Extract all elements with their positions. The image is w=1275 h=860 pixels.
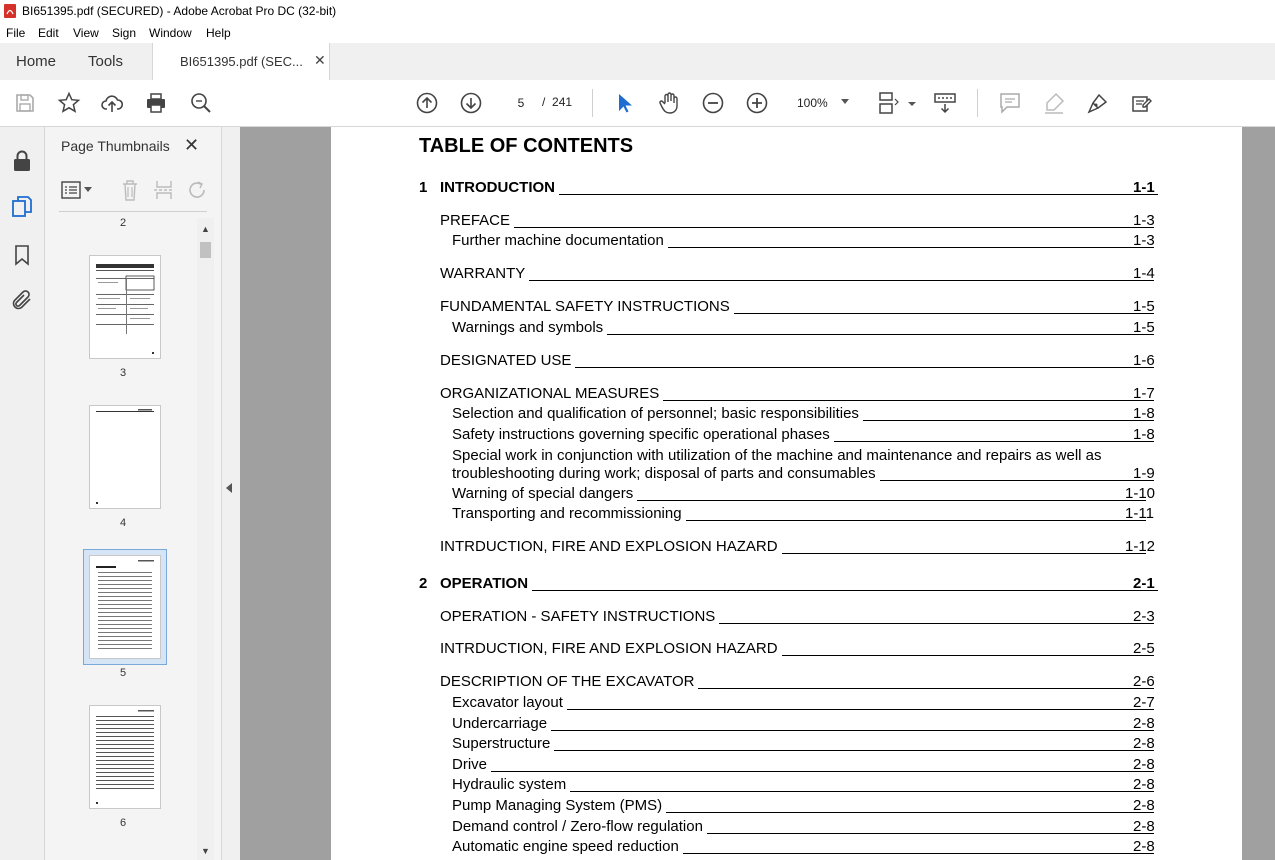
scroll-down-icon[interactable]: ▼ [201, 846, 210, 856]
toc-entry-row[interactable] [452, 447, 1152, 465]
bookmark-icon[interactable] [10, 243, 34, 267]
toc-page-number: 2-8 [1133, 818, 1155, 835]
scroll-mode-icon[interactable] [933, 91, 957, 115]
page-fit-icon[interactable] [876, 91, 900, 115]
toc-section-label: OPERATION [440, 575, 532, 592]
extract-page-icon[interactable] [153, 179, 175, 201]
toc-page-number: 1-11 [1125, 505, 1154, 522]
toolbar-divider [977, 89, 978, 117]
menu-edit[interactable]: Edit [38, 26, 59, 40]
toc-entry-label: PREFACE [440, 212, 514, 229]
toc-entry-label: Selection and qualification of personnel; basic responsibilities [452, 405, 863, 422]
panel-collapse-handle[interactable] [221, 127, 240, 860]
fill-sign-icon[interactable] [1130, 91, 1154, 115]
toc-entry-label: INTRDUCTION, FIRE AND EXPLOSION HAZARD [440, 538, 782, 555]
delete-page-icon[interactable] [120, 179, 140, 201]
leader-line [440, 280, 1154, 281]
left-navigation-rail [0, 127, 45, 860]
page-number-input[interactable]: 5 [517, 96, 525, 110]
page-total: 241 [552, 95, 573, 109]
zoom-in-icon[interactable] [745, 91, 769, 115]
toc-page-number: 2-5 [1133, 640, 1155, 657]
toc-page-number: 1-3 [1133, 232, 1155, 249]
toc-page-number: 1-10 [1125, 485, 1156, 502]
thumbnail-toolbar [59, 177, 209, 205]
toolbar-divider [592, 89, 593, 117]
toc-entry-label: Drive [452, 756, 491, 773]
toc-entry-label: troubleshooting during work; disposal of parts and consumables [452, 465, 880, 482]
toc-entry-label: Undercarriage [452, 715, 551, 732]
toc-entry-label: Pump Managing System (PMS) [452, 797, 666, 814]
thumbnail-list [45, 215, 201, 860]
toc-entry-label: Superstructure [452, 735, 554, 752]
options-menu-icon[interactable] [61, 181, 81, 199]
toc-entry-label: INTRDUCTION, FIRE AND EXPLOSION HAZARD [440, 640, 782, 657]
toc-entry-row[interactable] [452, 694, 1154, 712]
close-panel-icon[interactable]: ✕ [184, 135, 200, 155]
thumbnail-page-label: 5 [119, 667, 127, 679]
scrollbar-thumb[interactable] [200, 242, 211, 258]
chevron-down-icon[interactable] [84, 187, 92, 193]
toc-title: TABLE OF CONTENTS [419, 135, 634, 157]
toc-page-number: 1-8 [1133, 426, 1155, 443]
toc-section-label: INTRODUCTION [440, 179, 559, 196]
thumbnail-page-label: 3 [119, 367, 127, 379]
zoom-level-value: 100% [797, 96, 828, 110]
toc-page-number: 2-8 [1133, 715, 1155, 732]
print-icon[interactable] [144, 91, 168, 115]
toc-entry-row[interactable] [440, 385, 1154, 403]
toc-entry-label: Automatic engine speed reduction [452, 838, 683, 855]
close-tab-icon[interactable]: ✕ [314, 52, 326, 68]
toc-entry-label: DESIGNATED USE [440, 352, 575, 369]
toc-page-number: 2-6 [1133, 673, 1155, 690]
star-icon[interactable] [57, 91, 81, 115]
toc-entry-label: Demand control / Zero-flow regulation [452, 818, 707, 835]
toolbar [0, 80, 1275, 127]
toc-entry-label: OPERATION - SAFETY INSTRUCTIONS [440, 608, 719, 625]
thumbnail-page-label: 6 [119, 817, 127, 829]
acrobat-pdf-icon [4, 4, 16, 18]
scroll-up-icon[interactable]: ▲ [201, 224, 210, 234]
toc-page-number: 2-8 [1133, 838, 1155, 855]
rotate-page-icon[interactable] [187, 179, 209, 201]
toc-entry-label: Safety instructions governing specific operational phases [452, 426, 834, 443]
panel-divider [59, 211, 207, 212]
upload-cloud-icon[interactable] [100, 91, 124, 115]
toc-page-number: 1-6 [1133, 352, 1155, 369]
toc-entry-row[interactable] [452, 735, 1154, 753]
leader-line [452, 730, 1154, 731]
next-page-icon[interactable] [459, 91, 483, 115]
toc-page-number: 2-1 [1133, 575, 1155, 592]
toc-entry-row[interactable] [452, 319, 1154, 337]
toc-entry-label: ORGANIZATIONAL MEASURES [440, 385, 663, 402]
toc-entry-row[interactable] [440, 673, 1154, 691]
sign-pen-icon[interactable] [1086, 91, 1110, 115]
section-number: 1 [419, 179, 428, 196]
toc-page-number: 1-7 [1133, 385, 1155, 402]
page-thumbnails-icon[interactable] [10, 195, 34, 219]
toc-entry-row[interactable] [440, 265, 1154, 283]
toc-entry-label: Excavator layout [452, 694, 567, 711]
highlight-pen-icon[interactable] [1042, 91, 1066, 115]
window-title: BI651395.pdf (SECURED) - Adobe Acrobat Pro DC (32-bit) [22, 4, 337, 18]
toc-page-number: 1-4 [1133, 265, 1155, 282]
toc-page-number: 2-8 [1133, 735, 1155, 752]
menu-bar [0, 22, 1275, 43]
thumbnail-page-label: 2 [119, 217, 127, 229]
toc-page-number: 2-7 [1133, 694, 1155, 711]
toc-entry-row[interactable] [452, 756, 1154, 774]
thumbnail-page-label: 4 [119, 517, 127, 529]
toc-entry-row[interactable] [452, 426, 1154, 444]
tab-document[interactable] [152, 43, 330, 80]
menu-file[interactable]: File [6, 26, 26, 40]
toc-entry-label: Transporting and recommissioning [452, 505, 686, 522]
toc-entry-label: FUNDAMENTAL SAFETY INSTRUCTIONS [440, 298, 734, 315]
menu-help[interactable]: Help [206, 26, 231, 40]
toc-page-number: 2-8 [1133, 756, 1155, 773]
toc-page-number: 1-12 [1125, 538, 1156, 555]
zoom-out-icon[interactable] [701, 91, 725, 115]
tab-home[interactable]: Home [16, 53, 57, 70]
chevron-down-icon [841, 99, 849, 104]
pdf-page [331, 127, 1242, 860]
toc-entry-row[interactable] [440, 212, 1154, 230]
document-gutter [1242, 127, 1275, 860]
toc-entry-row[interactable] [452, 505, 1146, 523]
toc-page-number: 1-5 [1133, 319, 1155, 336]
document-view[interactable] [240, 127, 1275, 860]
toc-entry-label: WARRANTY [440, 265, 529, 282]
menu-sign[interactable]: Sign [112, 26, 137, 40]
toc-entry-label: Further machine documentation [452, 232, 668, 249]
collapse-left-icon[interactable] [226, 483, 232, 493]
toc-entry-row[interactable] [452, 405, 1154, 423]
tab-document-label: BI651395.pdf (SEC... [180, 54, 303, 69]
toc-entry-row[interactable] [452, 485, 1146, 503]
toc-entry-row[interactable] [452, 838, 1154, 856]
toc-entry-row[interactable] [452, 776, 1154, 794]
page-thumbnail-selected[interactable] [89, 555, 161, 659]
toc-section-row[interactable] [440, 575, 1158, 593]
toc-entry-row[interactable] [440, 640, 1154, 658]
toc-entry-row[interactable] [440, 352, 1154, 370]
toc-page-number: 1-8 [1133, 405, 1155, 422]
toc-page-number: 1-1 [1133, 179, 1155, 196]
title-bar [0, 0, 1275, 22]
tab-bar [0, 43, 1275, 81]
tab-tools[interactable]: Tools [88, 53, 124, 70]
toc-entry-label: Warnings and symbols [452, 319, 607, 336]
section-number: 2 [419, 575, 428, 592]
toc-entry-label: Special work in conjunction with utilization of the machine and maintenance and repairs as well as [452, 447, 1106, 464]
panel-title: Page Thumbnails [61, 138, 170, 154]
toc-entry-row[interactable] [452, 818, 1154, 836]
page-separator: / [542, 95, 546, 109]
leader-line [440, 227, 1154, 228]
toc-page-number: 1-5 [1133, 298, 1155, 315]
zoom-search-icon[interactable] [189, 91, 213, 115]
thumbnail-scrollbar[interactable] [197, 218, 214, 860]
leader-line [452, 771, 1154, 772]
toc-page-number: 2-8 [1133, 776, 1155, 793]
toc-entry-row[interactable] [440, 298, 1154, 316]
leader-line [440, 590, 1158, 591]
toc-page-number: 2-8 [1133, 797, 1155, 814]
previous-page-icon[interactable] [415, 91, 439, 115]
toc-entry-label: Warning of special dangers [452, 485, 637, 502]
menu-view[interactable]: View [73, 26, 99, 40]
toc-entry-label: DESCRIPTION OF THE EXCAVATOR [440, 673, 698, 690]
toc-section-row[interactable] [440, 179, 1158, 197]
comment-icon[interactable] [998, 91, 1022, 115]
toc-entry-row[interactable] [440, 538, 1146, 556]
toc-entry-row[interactable] [440, 608, 1154, 626]
save-icon[interactable] [13, 91, 37, 115]
hand-tool-icon[interactable] [657, 91, 681, 115]
lock-icon[interactable] [10, 149, 34, 173]
select-cursor-icon[interactable] [612, 91, 636, 115]
toc-page-number: 2-3 [1133, 608, 1155, 625]
toc-entry-row[interactable] [452, 797, 1154, 815]
toc-entry-row[interactable] [452, 465, 1154, 483]
page-fit-dropdown-icon[interactable] [900, 91, 910, 115]
page-thumbnail[interactable] [89, 705, 161, 809]
page-thumbnail[interactable] [89, 255, 161, 359]
toc-entry-label: Hydraulic system [452, 776, 570, 793]
page-thumbnails-panel [45, 127, 221, 860]
leader-line [452, 750, 1154, 751]
toc-entry-row[interactable] [452, 715, 1154, 733]
toc-entry-row[interactable] [452, 232, 1154, 250]
menu-window[interactable]: Window [149, 26, 192, 40]
zoom-level-dropdown[interactable] [789, 93, 857, 113]
toc-page-number: 1-3 [1133, 212, 1155, 229]
attachment-paperclip-icon[interactable] [10, 288, 34, 312]
toc-page-number: 1-9 [1133, 465, 1155, 482]
page-count [542, 95, 572, 109]
page-thumbnail[interactable] [89, 405, 161, 509]
